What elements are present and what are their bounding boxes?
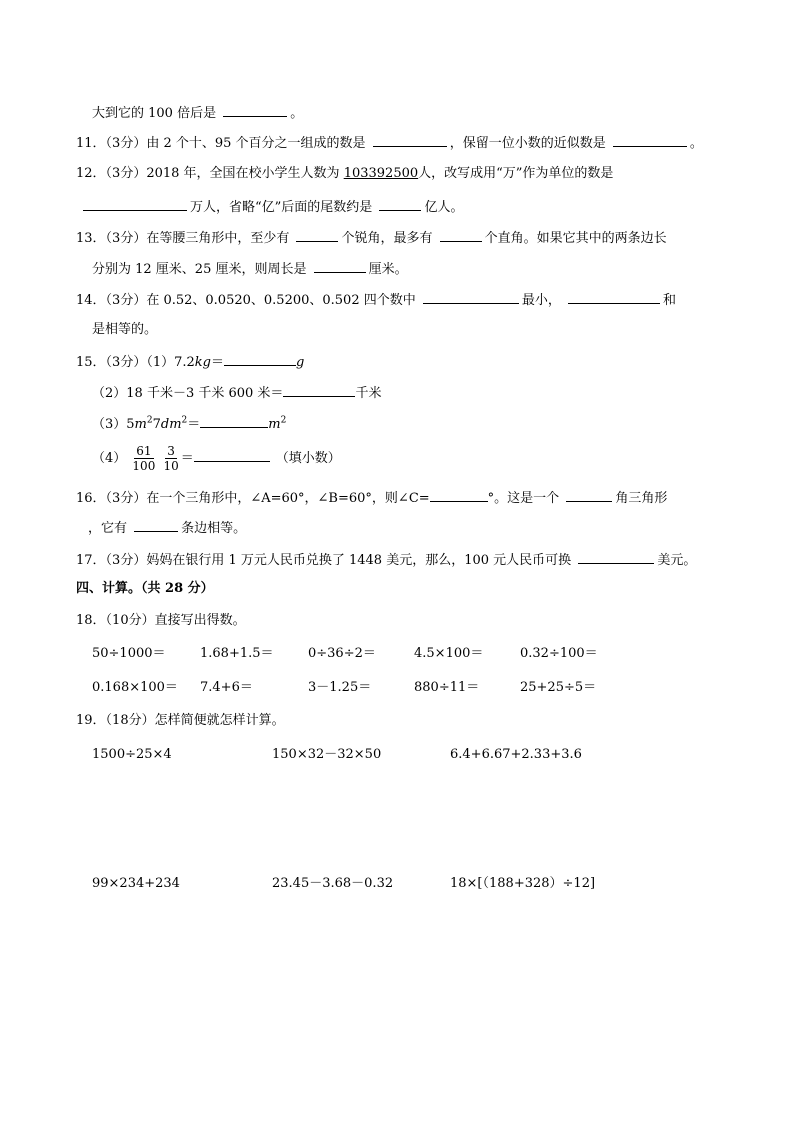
q15-line-3 (92, 415, 286, 433)
q15-fraction-1 (132, 444, 155, 473)
q15-blank-4[interactable] (194, 449, 270, 462)
q10-text: 大到它的 100 倍后是 (92, 106, 217, 121)
q13-text-c: 个直角。如果它其中的两条边长 (484, 231, 667, 246)
q12-text-a: 2018 年，全国在校小学生人数为 (146, 166, 340, 181)
q15-line-4 (92, 444, 341, 474)
q12-line-1 (76, 166, 613, 182)
q15-part2-unit: 千米 (355, 386, 382, 401)
q15-number: 15．（3分） (76, 355, 147, 370)
q14-text-c: 和 (663, 293, 677, 308)
q17-blank-1[interactable] (578, 551, 654, 564)
q15-line-2 (92, 384, 381, 402)
q18-text: 直接写出得数。 (154, 613, 246, 628)
q18-item: 50÷1000＝ (92, 646, 166, 661)
q16-text-a: 在一个三角形中，∠A=60°，∠B=60°，则∠C= (146, 491, 430, 506)
q19-item: 23.45－3.68－0.32 (272, 876, 394, 891)
q13-line-1 (76, 229, 667, 247)
q19-text: 怎样简便就怎样计算。 (154, 713, 285, 728)
q14-text-b: 最小， (521, 293, 561, 308)
q16-line-1 (76, 489, 667, 507)
q18-line (76, 613, 246, 629)
q16-text-d: ，它有 (88, 521, 128, 536)
q16-text-b: °。这是一个 (487, 491, 560, 506)
q15-square-1: 2 (146, 415, 153, 426)
q18-item: 0÷36÷2＝ (308, 646, 376, 661)
q12-text-d: 亿人。 (424, 200, 464, 215)
q16-blank-2[interactable] (566, 489, 612, 502)
q12-text-b: 人，改写成用“万”作为单位的数是 (418, 166, 614, 181)
q13-line-2 (92, 260, 408, 278)
q18-number: 18．（10分） (76, 613, 155, 628)
q10-line (92, 104, 303, 122)
q19-item: 6.4+6.67+2.33+3.6 (450, 747, 582, 762)
q10-end: 。 (290, 106, 304, 121)
q13-number: 13．（3分） (76, 231, 147, 246)
q13-blank-2[interactable] (440, 229, 482, 242)
q16-blank-1[interactable] (430, 489, 488, 502)
q14-text-d: 是相等的。 (92, 322, 158, 337)
q18-item: 0.168×100＝ (92, 680, 178, 695)
q11-blank-1[interactable] (373, 134, 447, 147)
q17-line (76, 551, 696, 569)
q15-fraction-2-numerator: 3 (167, 444, 175, 458)
q15-fraction-2 (163, 444, 178, 473)
q19-item: 99×234+234 (92, 876, 180, 891)
q15-blank-1[interactable] (224, 353, 296, 366)
q15-blank-3[interactable] (200, 415, 268, 428)
q15-unit-m: m (134, 417, 147, 432)
q13-text-e: 厘米。 (368, 262, 408, 277)
q14-blank-1[interactable] (423, 291, 519, 304)
q12-blank-1[interactable] (83, 198, 187, 211)
q12-population-number: 103392500 (343, 166, 419, 181)
q13-text-b: 个锐角，最多有 (341, 231, 433, 246)
q18-item: 25+25÷5＝ (520, 680, 597, 695)
q15-equals-3: ＝ (187, 417, 201, 432)
q18-item: 4.5×100＝ (414, 646, 484, 661)
q12-text-c: 万人，省略“亿”后面的尾数约是 (190, 200, 373, 215)
q17-number: 17．（3分） (76, 553, 147, 568)
q14-line-1 (76, 291, 676, 309)
q18-item: 1.68+1.5＝ (200, 646, 274, 661)
q15-part1: （1）7.2 (146, 355, 195, 370)
q15-blank-2[interactable] (283, 384, 355, 397)
q12-number: 12．（3分） (76, 166, 147, 181)
q19-line (76, 713, 285, 729)
q10-answer-blank[interactable] (223, 104, 287, 117)
q14-text-a: 在 0.52、0.0520、0.5200、0.502 四个数中 (146, 293, 416, 308)
q16-text-c: 角三角形 (615, 491, 668, 506)
q15-fraction-1-denominator: 100 (132, 459, 156, 473)
q13-text-a: 在等腰三角形中，至少有 (146, 231, 290, 246)
q15-unit-kg: kg (194, 355, 211, 370)
q19-item: 1500÷25×4 (92, 747, 172, 762)
q19-number: 19．（18分） (76, 713, 155, 728)
q15-part2: （2）18 千米－3 千米 600 米＝ (92, 386, 284, 401)
q14-line-2 (92, 322, 157, 338)
q15-unit-m-2: m (268, 417, 281, 432)
q11-number: 11．（3分） (76, 136, 147, 151)
q11-line (76, 134, 703, 152)
q18-item: 3－1.25＝ (308, 680, 372, 695)
q16-number: 16．（3分） (76, 491, 147, 506)
q19-item: 150×32－32×50 (272, 747, 382, 762)
q15-part3-seven: 7 (152, 417, 161, 432)
q15-part4: （4） (92, 451, 127, 466)
q16-line-2 (88, 519, 246, 537)
section-4-heading: 四、计算。（共 28 分） (76, 581, 214, 596)
q15-unit-g: g (296, 355, 305, 370)
q12-blank-2[interactable] (379, 198, 421, 211)
q12-line-2 (80, 198, 463, 216)
q17-text-a: 妈妈在银行用 1 万元人民币兑换了 1448 美元，那么，100 元人民币可换 (146, 553, 572, 568)
q15-part3-number: （3）5 (92, 417, 135, 432)
q11-text-a: 由 2 个十、95 个百分之一组成的数是 (146, 136, 366, 151)
q17-text-b: 美元。 (657, 553, 697, 568)
q13-blank-1[interactable] (296, 229, 338, 242)
q11-end: 。 (689, 136, 703, 151)
q14-number: 14．（3分） (76, 293, 147, 308)
q15-equals-4: ＝ (180, 451, 194, 466)
q15-unit-dm: dm (160, 417, 182, 432)
q15-line-1 (76, 353, 304, 371)
q15-square-3: 2 (280, 415, 287, 426)
q15-equals-1: ＝ (210, 355, 224, 370)
q16-blank-3[interactable] (134, 519, 178, 532)
q15-part4-note: （填小数） (275, 451, 341, 466)
q13-text-d: 分别为 12 厘米、25 厘米，则周长是 (92, 262, 307, 277)
q11-text-b: ，保留一位小数的近似数是 (449, 136, 606, 151)
q18-item: 880÷11＝ (414, 680, 480, 695)
q19-item: 18×[（188+328）÷12] (450, 876, 596, 891)
q15-square-2: 2 (181, 415, 188, 426)
q15-fraction-1-numerator: 61 (136, 444, 152, 458)
q13-blank-3[interactable] (314, 260, 366, 273)
q18-item: 0.32÷100＝ (520, 646, 598, 661)
q15-fraction-2-denominator: 10 (163, 459, 179, 473)
q18-item: 7.4+6＝ (200, 680, 253, 695)
q14-blank-2[interactable] (568, 291, 660, 304)
q11-blank-2[interactable] (613, 134, 687, 147)
q16-text-e: 条边相等。 (181, 521, 247, 536)
